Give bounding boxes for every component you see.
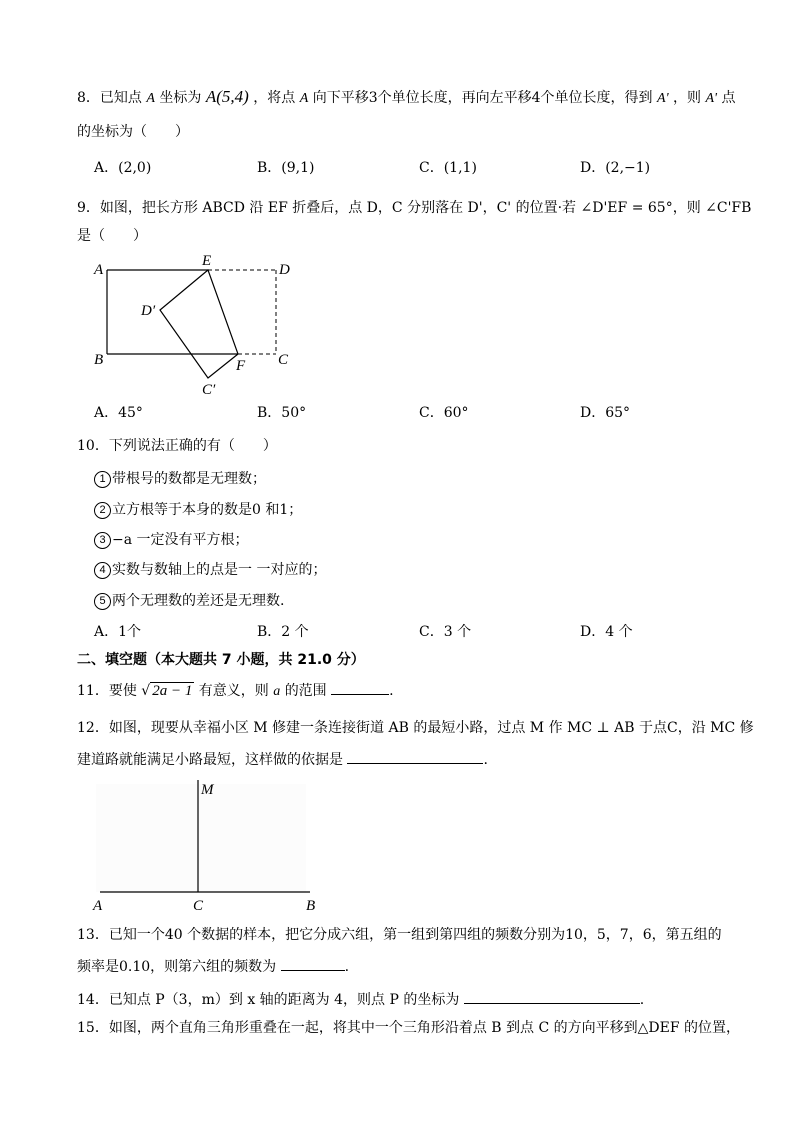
q10-option-b: B．2 个: [257, 624, 309, 640]
label-f: F: [236, 358, 246, 374]
q14-answer-blank[interactable]: [464, 988, 640, 1004]
q8-option-a: A．(2,0): [94, 160, 152, 176]
q12-line2: 建道路就能满足小路最短，这样做的依据是 .: [77, 748, 488, 770]
label-a: A: [94, 262, 104, 278]
circled-number: 4: [94, 562, 111, 579]
q11-answer-blank[interactable]: [331, 679, 389, 695]
q12-perpendicular-diagram: [90, 776, 330, 916]
label-c: C: [278, 352, 289, 368]
q8-coord: A(5,4): [205, 87, 249, 106]
circled-number: 1: [94, 471, 111, 488]
q8-option-b: B．(9,1): [257, 160, 315, 176]
q10-item-2: 2 立方根等于本身的数是0 和1；: [94, 500, 302, 520]
label-a: A: [93, 898, 103, 914]
label-c-prime: C′: [202, 382, 216, 398]
q13-line1: 13．已知一个40 个数据的样本，把它分成六组，第一组到第四组的频数分别为10，5，7，6，第五组的: [77, 927, 722, 943]
circled-number: 2: [94, 502, 111, 519]
q10-option-a: A．1个: [94, 624, 142, 640]
q11-line: 11．要使 √ 2a − 1 有意义，则 a 的范围 .: [77, 679, 394, 702]
q13-line2: 频率是0.10，则第六组的频数为 .: [77, 955, 349, 977]
circled-number: 3: [94, 532, 111, 549]
q9-line2: 是（ ）: [77, 228, 147, 244]
sqrt-radicand: 2a − 1: [152, 683, 193, 699]
q9-option-b: B．50°: [257, 405, 307, 421]
q9-option-c: C．60°: [419, 405, 469, 421]
q12-answer-blank[interactable]: [347, 748, 483, 764]
q14-line: 14．已知点 P（3，m）到 x 轴的距离为 4，则点 P 的坐标为 .: [77, 988, 644, 1010]
sqrt-symbol: √: [141, 683, 151, 699]
q13-answer-blank[interactable]: [281, 955, 345, 971]
label-d-prime: D′: [141, 303, 156, 319]
q8-option-d: D．(2,−1): [580, 160, 651, 176]
q8-line2: 的坐标为（ ）: [77, 124, 189, 140]
q10-item-5: 5 两个无理数的差还是无理数.: [94, 591, 284, 611]
q9-line1: 9．如图，把长方形 ABCD 沿 EF 折叠后，点 D，C 分别落在 D'，C' 的位置·若 ∠D'EF = 65°，则 ∠C'FB: [77, 200, 752, 216]
q9-option-d: D．65°: [580, 405, 631, 421]
q10-item-3: 3 −a 一定没有平方根；: [94, 530, 249, 550]
label-e: E: [202, 253, 212, 269]
label-b: B: [94, 352, 104, 368]
q10-stem: 10．下列说法正确的有（ ）: [77, 438, 277, 454]
section-heading: 二、填空题（本大题共 7 小题，共 21.0 分）: [77, 652, 365, 668]
q10-item-4: 4 实数与数轴上的点是一 一对应的；: [94, 560, 326, 580]
label-m: M: [201, 782, 214, 798]
circled-number: 5: [94, 593, 111, 610]
q10-item-1: 1 带根号的数都是无理数；: [94, 469, 266, 489]
label-d: D: [279, 262, 290, 278]
q9-fold-diagram: [90, 252, 300, 400]
q8-line1: 8．已知点 A 坐标为 A(5,4) ，将点 A 向下平移3个单位长度，再向左平移4个单位长度，得到 A' ，则 A' 点: [77, 87, 736, 106]
label-c: C: [193, 898, 204, 914]
q9-option-a: A．45°: [94, 405, 143, 421]
q15-line1: 15．如图，两个直角三角形重叠在一起，将其中一个三角形沿着点 B 到点 C 的方向平移到△DEF 的位置，: [77, 1020, 740, 1036]
q8-option-c: C．(1,1): [419, 160, 477, 176]
q10-option-d: D．4 个: [580, 624, 633, 640]
q12-line1: 12．如图，现要从幸福小区 M 修建一条连接街道 AB 的最短小路，过点 M 作 MC ⊥ AB 于点C，沿 MC 修: [77, 720, 754, 736]
q10-option-c: C．3 个: [419, 624, 472, 640]
label-b: B: [306, 898, 316, 914]
